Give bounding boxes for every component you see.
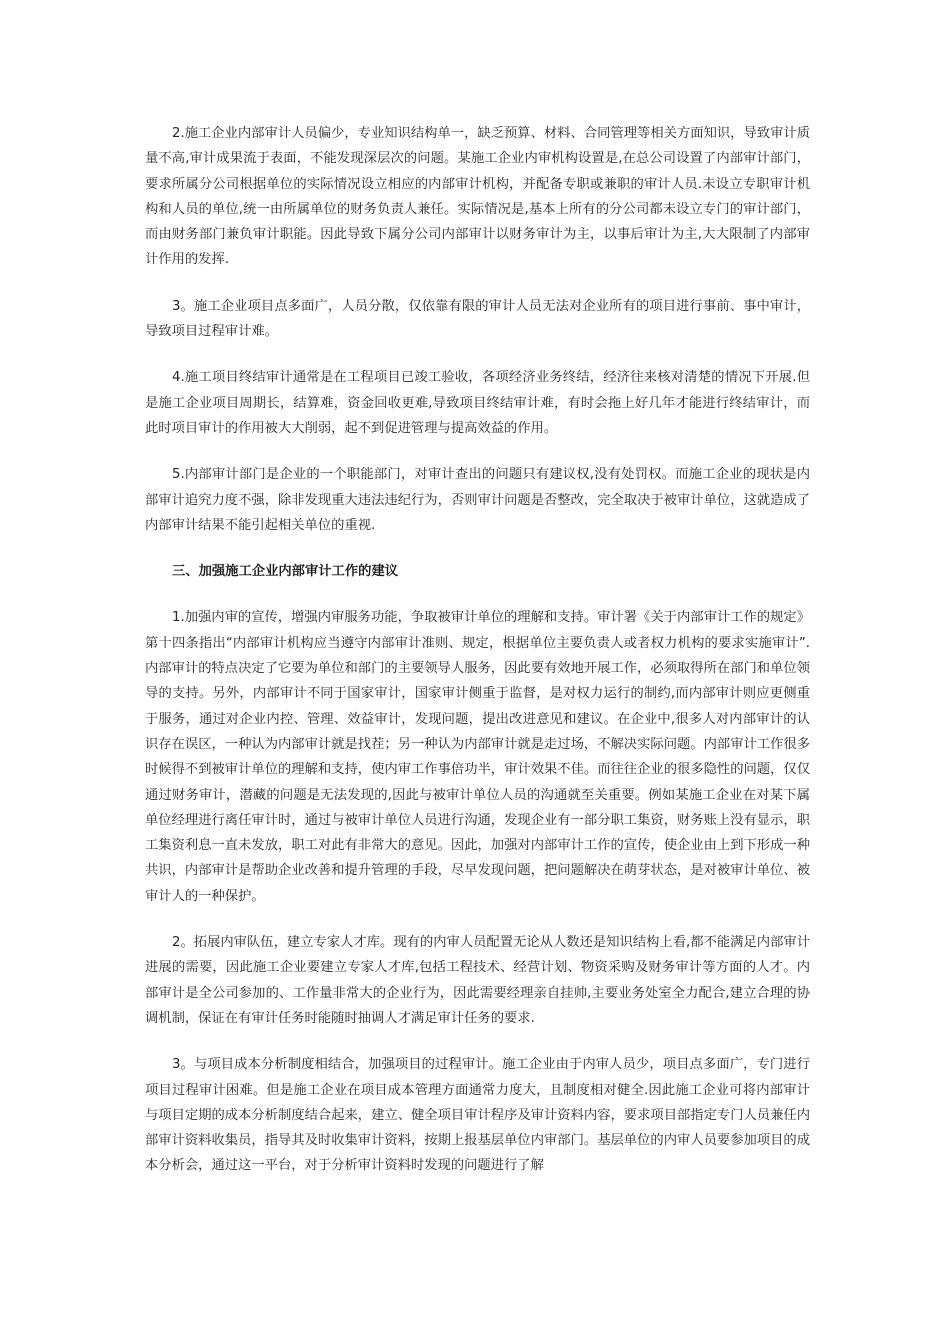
- paragraph-3: 3。施工企业项目点多面广，人员分散，仅依靠有限的审计人员无法对企业所有的项目进行事前、事中审计，导致项目过程审计难。: [145, 298, 810, 340]
- paragraph-5: 5.内部审计部门是企业的一个职能部门，对审计查出的问题只有建议权,没有处罚权。而施工企业的现状是内部审计追究力度不强，除非发现重大违法违纪行为，否则审计问题是否整改，完全取决于被审计单位，这就造成了内部审计结果不能引起相关单位的重视.: [145, 467, 810, 533]
- suggestion-1: 1.加强内审的宣传，增强内审服务功能，争取被审计单位的理解和支持。审计署《关于内部审计工作的规定》第十四条指出“内部审计机构应当遵守内部审计准则、规定，根据单位主要负责人或者权力机构的要求实施审计”.内部审计的特点决定了它要为单位和部门的主要领导人服务，因此要有效地开展工作，必须取得所在部门和单位领导的支持。另外，内部审计不同于国家审计，国家审计侧重于监督，是对权力运行的制约,而内部审计则应更侧重于服务，通过对企业内控、管理、效益审计，发现问题，提出改进意见和建议。在企业中,很多人对内部审计的认识存在误区，一种认为内部审计就是找茬；另一种认为内部审计就是走过场，不解决实际问题。内部审计工作很多时候得不到被审计单位的理解和支持，使内审工作事倍功半，审计效果不佳。而往往企业的很多隐性的问题，仅仅通过财务审计，潜藏的问题是无法发现的,因此与被审计单位人员的沟通就至关重要。例如某施工企业在对某下属单位经理进行离任审计时，通过与被审计单位人员进行沟通，发现企业有一部分职工集资，财务账上没有显示，职工集资利息一直未发放，职工对此有非常大的意见。因此，加强对内部审计工作的宣传，使企业由上到下形成一种共识，内部审计是帮助企业改善和提升管理的手段，尽早发现问题，把问题解决在萌芽状态，是对被审计单位、被审计人的一种保护。: [145, 610, 810, 904]
- suggestion-2: 2。拓展内审队伍，建立专家人才库。现有的内审人员配置无论从人数还是知识结构上看,都不能满足内部审计进展的需要，因此施工企业要建立专家人才库,包括工程技术、经营计划、物资采购及财务审计等方面的人才。内部审计是全公司参加的、工作量非常大的企业行为，因此需要经理亲自挂帅,主要业务处室全力配合,建立合理的协调机制，保证在有审计任务时能随时抽调人才满足审计任务的要求.: [145, 935, 810, 1026]
- suggestion-3: 3。与项目成本分析制度相结合，加强项目的过程审计。施工企业由于内审人员少，项目点多面广，专门进行项目过程审计困难。但是施工企业在项目成本管理方面通常力度大，且制度相对健全.因此施工企业可将内部审计与项目定期的成本分析制度结合起来，建立、健全项目审计程序及审计资料内容，要求项目部指定专门人员兼任内部审计资料收集员，指导其及时收集审计资料，按期上报基层单位内审部门。基层单位的内审人员要参加项目的成本分析会，通过这一平台，对于分析审计资料时发现的问题进行了解: [145, 1057, 810, 1174]
- paragraph-4: 4.施工项目终结审计通常是在工程项目已竣工验收，各项经济业务终结，经济往来核对清楚的情况下开展.但是施工企业项目周期长，结算难，资金回收更难,导致项目终结审计难，有时会拖上好几年才能进行终结审计，而此时项目审计的作用被大大削弱，起不到促进管理与提高效益的作用。: [145, 370, 810, 436]
- paragraph-2: 2.施工企业内部审计人员偏少，专业知识结构单一，缺乏预算、材料、合同管理等相关方面知识，导致审计质量不高,审计成果流于表面，不能发现深层次的问题。某施工企业内审机构设置是,在总公司设置了内部审计部门，要求所属分公司根据单位的实际情况设立相应的内部审计机构，并配备专职或兼职的审计人员.未设立专职审计机构和人员的单位,统一由所属单位的财务负责人兼任。实际情况是,基本上所有的分公司都未设立专门的审计部门，而由财务部门兼负审计职能。因此导致下属分公司内部审计以财务审计为主，以事后审计为主,大大限制了内部审计作用的发挥.: [145, 126, 810, 268]
- section-heading: 三、加强施工企业内部审计工作的建议: [172, 564, 399, 580]
- document-body: [145, 121, 810, 1200]
